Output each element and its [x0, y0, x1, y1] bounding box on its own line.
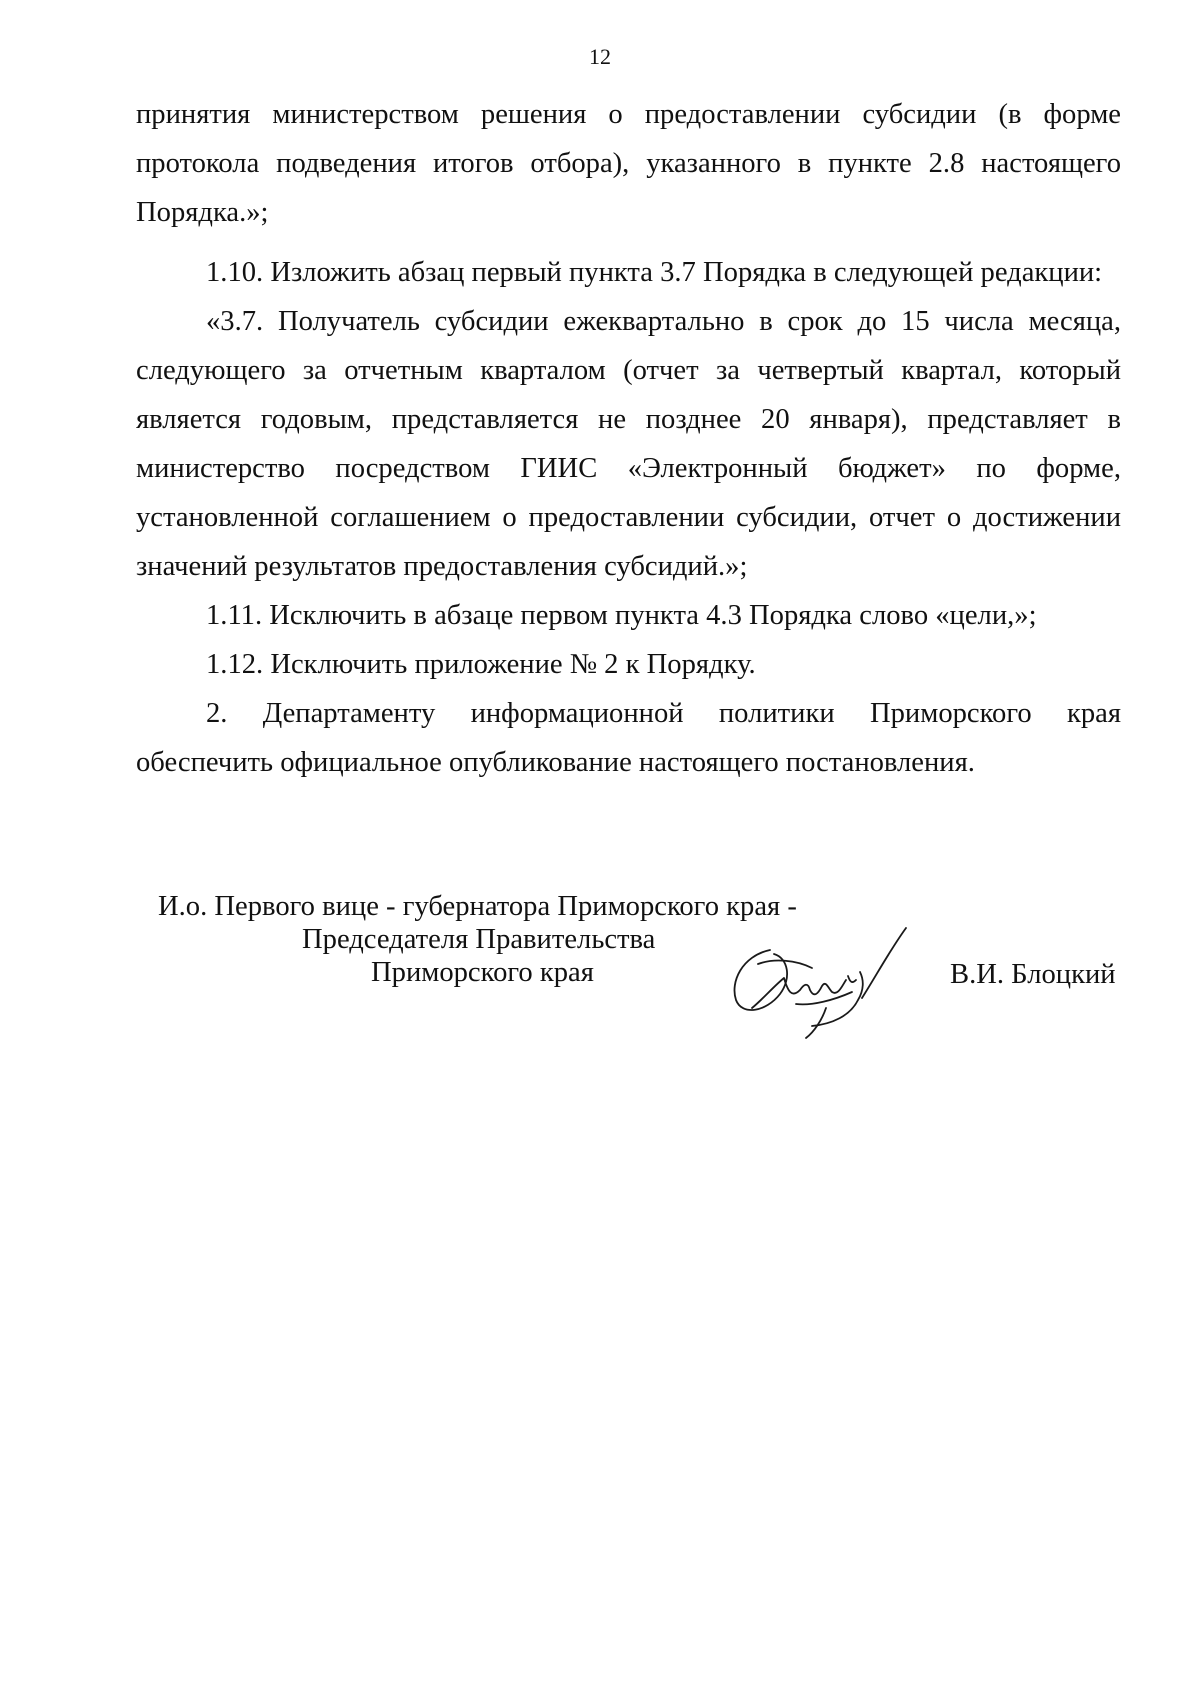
- paragraph-item-1-11: 1.11. Исключить в абзаце первом пункта 4.3 Порядка слово «цели,»;: [206, 600, 1037, 631]
- signatory-name: В.И. Блоцкий: [950, 959, 1116, 990]
- page-number: 12: [589, 44, 611, 69]
- paragraph-item-1-10: 1.10. Изложить абзац первый пункта 3.7 Порядка в следующей редакции:: [206, 257, 1103, 288]
- handwritten-signature: [722, 920, 922, 1040]
- paragraph-item-2: 2. Департаменту информационной политики Приморского края обеспечить официальное опубликование настоящего постановления.: [136, 698, 1121, 778]
- document-body: [136, 90, 1121, 787]
- signatory-title-line-2: Председателя Правительства: [302, 924, 656, 955]
- paragraph-continuation: принятия министерством решения о предоставлении субсидии (в форме протокола подведения итогов отбора), указанного в пункте 2.8 настоящего Порядка.»;: [136, 99, 1121, 228]
- signatory-title-line-3: Приморского края: [371, 957, 594, 988]
- paragraph-item-3-7: «3.7. Получатель субсидии ежеквартально в срок до 15 числа месяца, следующего за отчетным кварталом (отчет за четвертый квартал, который является годовым, представляется не позднее 20 января), представляет в министерство посредством ГИИС «Электронный бюджет» по форме, установленной соглашением о предоставлении субсидии, отчет о достижении значений результатов предоставления субсидий.»;: [136, 306, 1121, 582]
- signatory-title-line-1: И.о. Первого вице - губернатора Приморского края -: [158, 891, 797, 922]
- paragraph-item-1-12: 1.12. Исключить приложение № 2 к Порядку.: [206, 649, 756, 680]
